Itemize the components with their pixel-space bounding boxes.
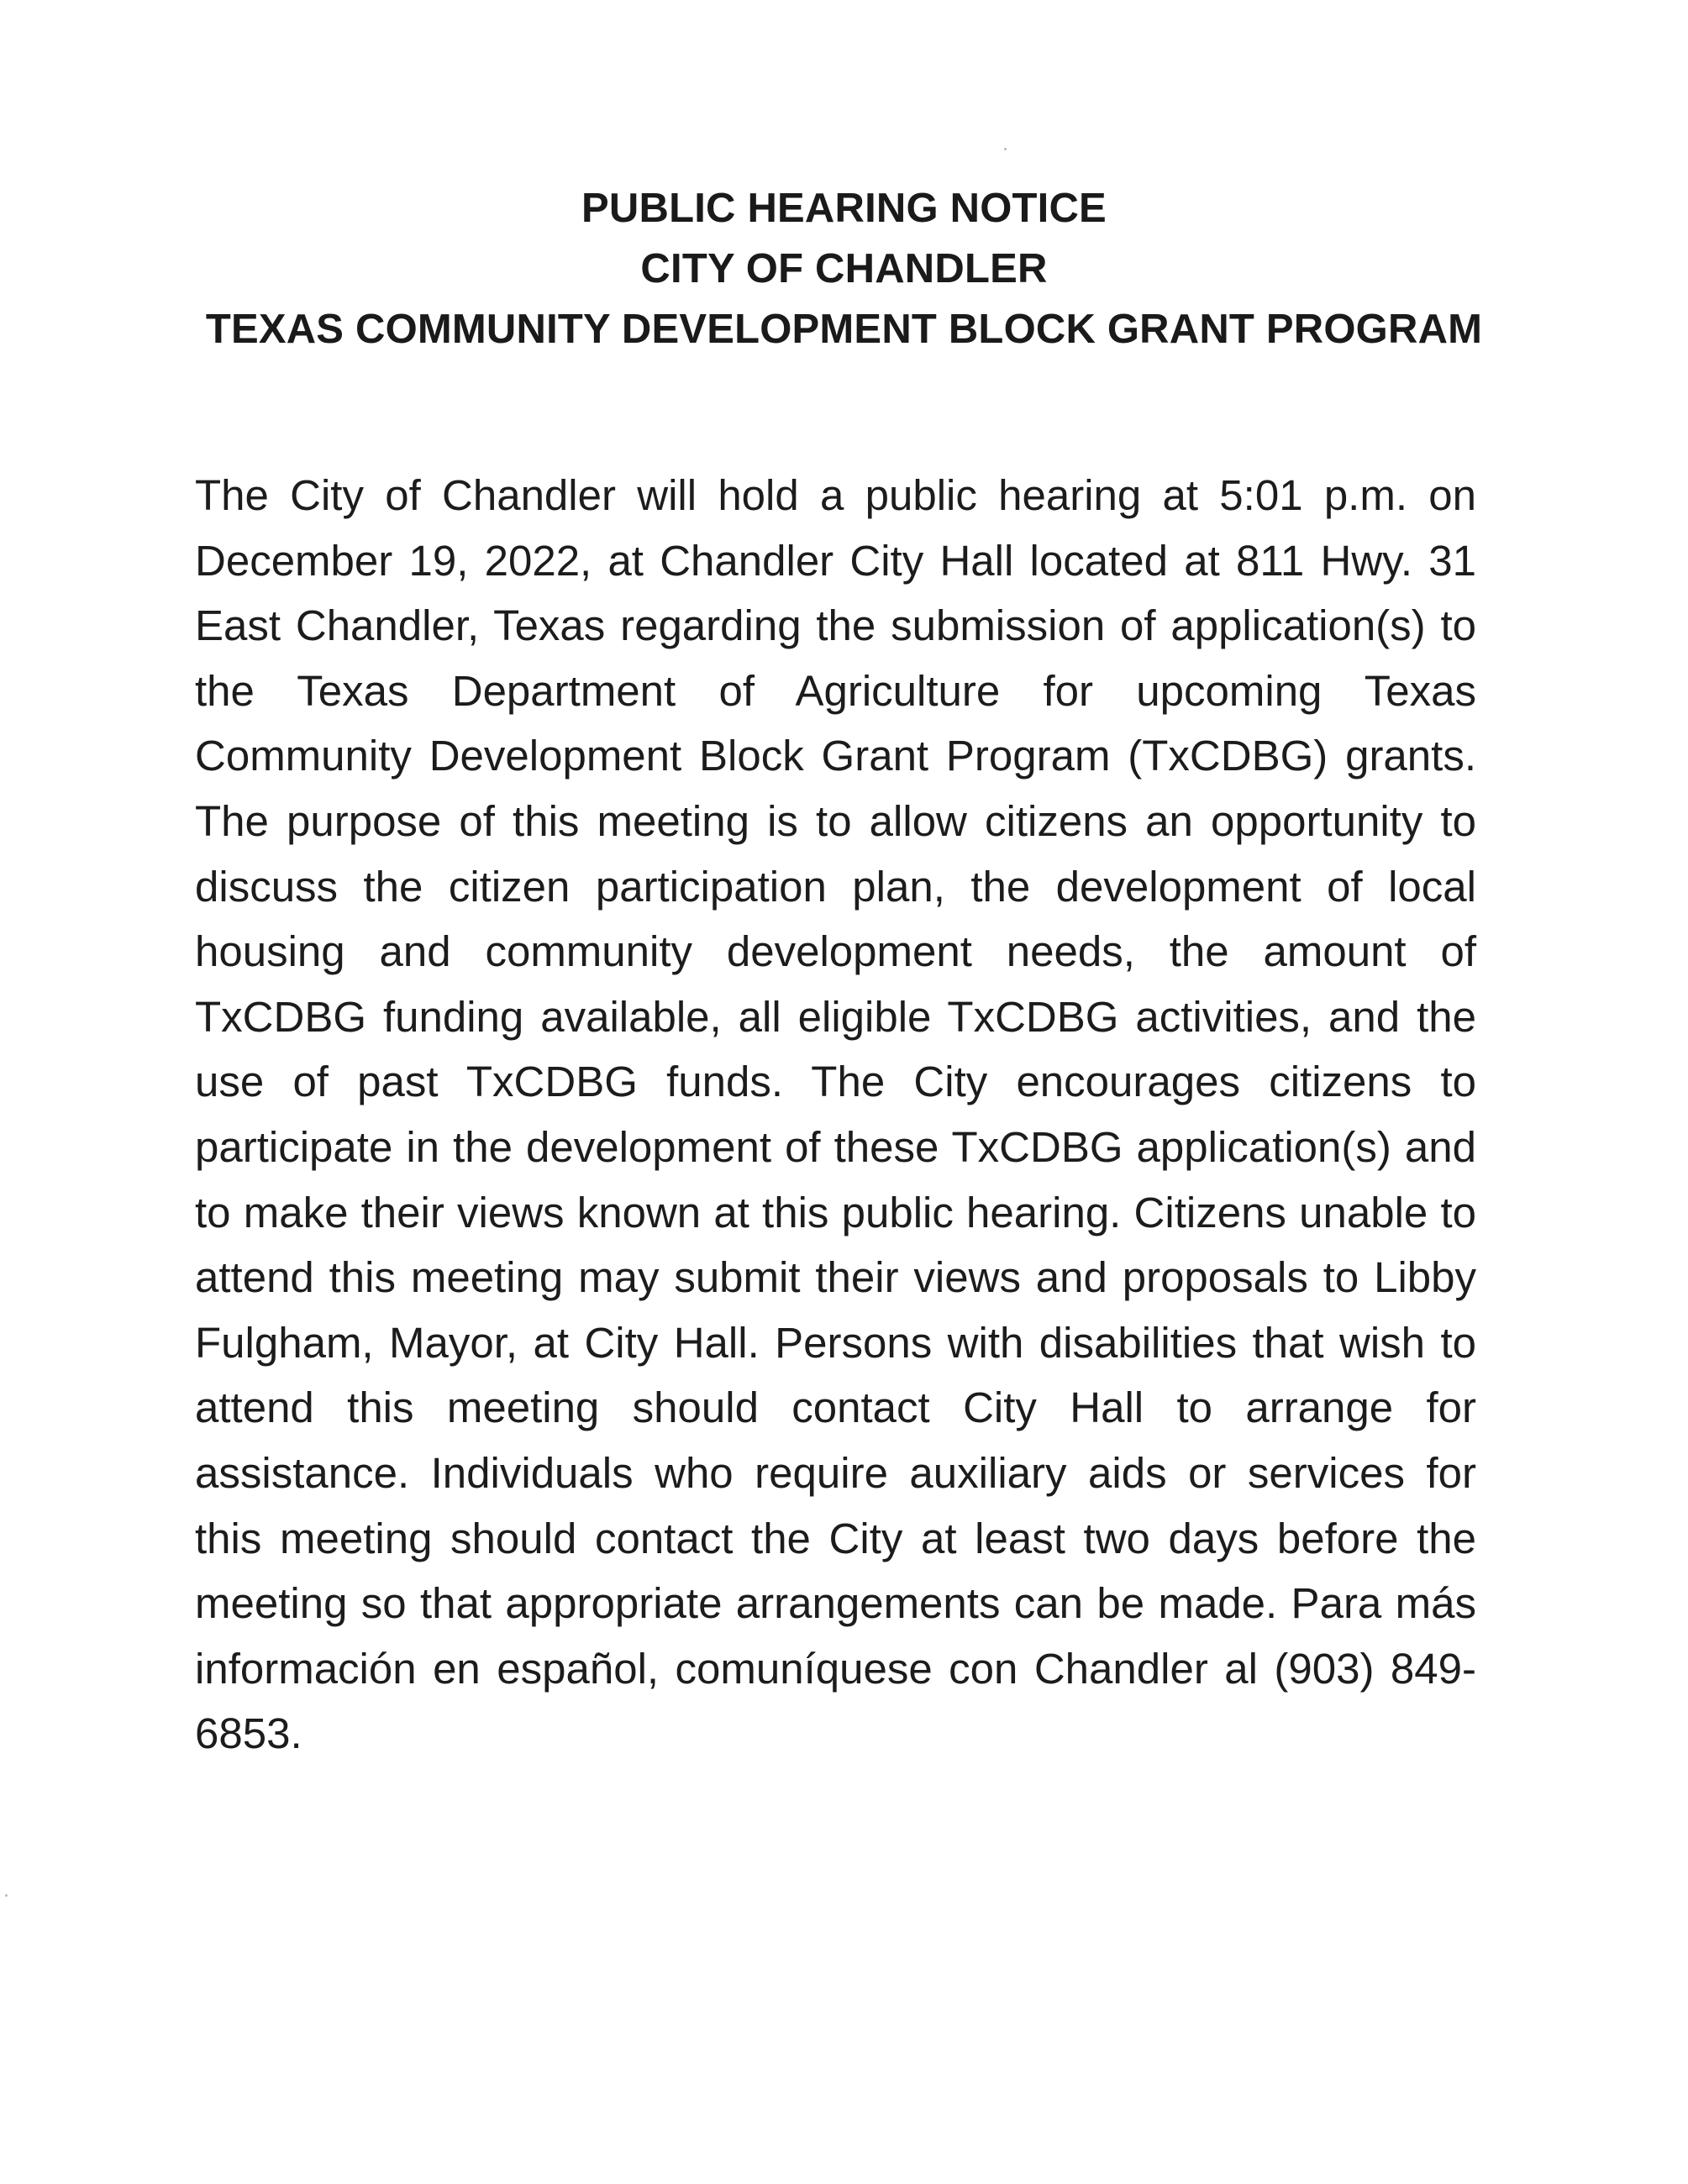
- notice-header: [0, 178, 1688, 360]
- program-name: TEXAS COMMUNITY DEVELOPMENT BLOCK GRANT PROGRAM: [205, 307, 1483, 352]
- notice-body: The City of Chandler will hold a public hearing at 5:01 p.m. on December 19, 2022, at Chandler City Hall located at 811 Hwy. 31 East Chandler, Texas regarding the submission of application(s) to the Texas Department of Agriculture for upcoming Texas Community Development Block Grant Program (TxCDBG) grants. The purpose of this meeting is to allow citizens an opportunity to discuss the citizen participation plan, the development of local housing and community development needs, the amount of TxCDBG funding available, all eligible TxCDBG activities, and the use of past TxCDBG funds. The City encourages citizens to participate in the development of these TxCDBG application(s) and to make their views known at this public hearing. Citizens unable to attend this meeting may submit their views and proposals to Libby Fulgham, Mayor, at City Hall. Persons with disabilities that wish to attend this meeting should contact City Hall to arrange for assistance. Individuals who require auxiliary aids or services for this meeting should contact the City at least two days before the meeting so that appropriate arrangements can be made. Para más información en español, comuníquese con Chandler al (903) 849-6853.: [195, 471, 1476, 1758]
- scan-speck-left: [5, 1894, 8, 1897]
- city-name: CITY OF CHANDLER: [640, 246, 1048, 291]
- scan-speck-top: [1004, 148, 1007, 150]
- notice-title: PUBLIC HEARING NOTICE: [581, 186, 1107, 231]
